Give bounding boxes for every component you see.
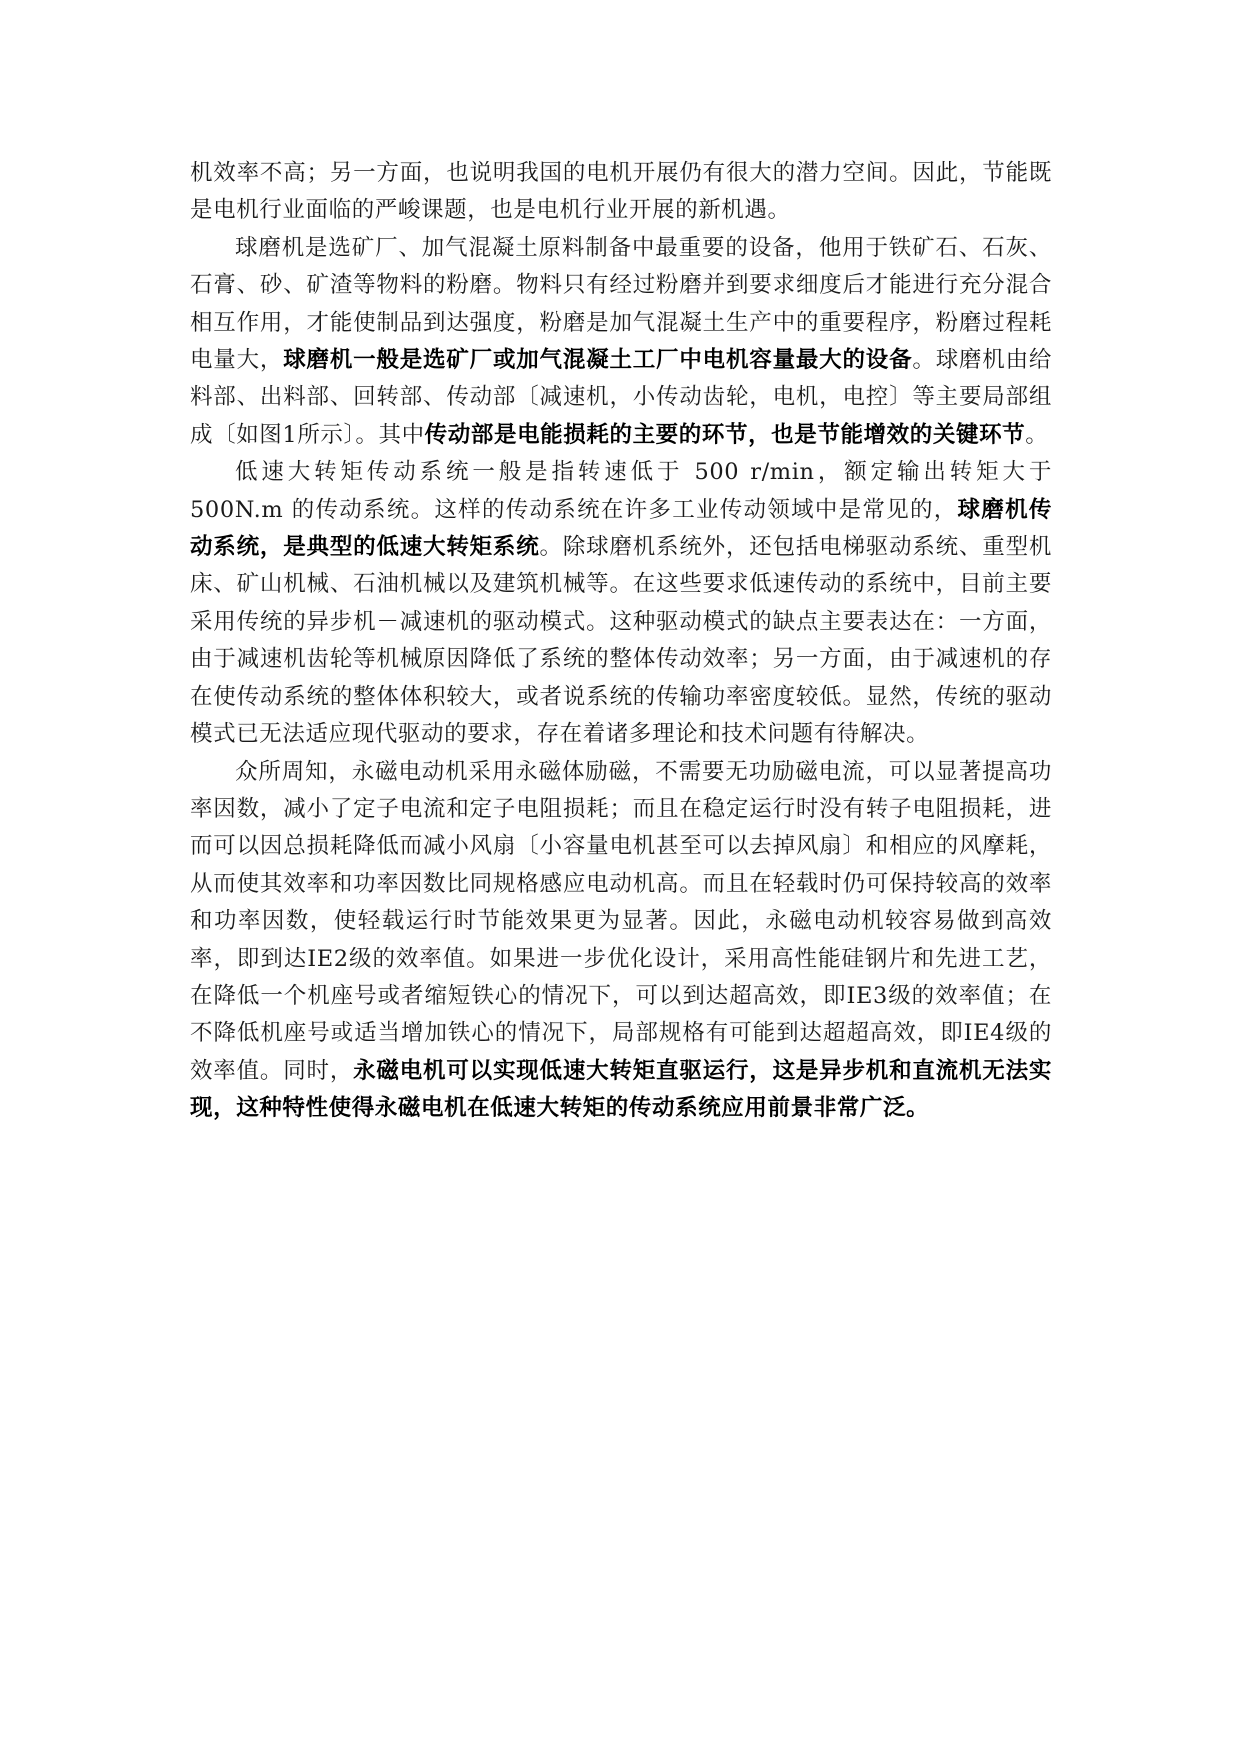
paragraph-2-text-a: 球磨机是选矿厂、加气混凝土原料制备中最重要的设备，他用于铁矿石、石灰、石膏、砂、矿渣等物料的粉磨。物料只有经过粉磨并到要求细度后才能进行充分混合相互作用，才能使制品到达强度，粉磨是加气混凝土生产中的重要程序，粉磨过程耗电量大，: [190, 234, 1052, 374]
paragraph-3-text-b: 。除球磨机系统外，还包括电梯驱动系统、重型机床、矿山机械、石油机械以及建筑机械等。在这些要求低速传动的系统中，目前主要采用传统的异步机－减速机的驱动模式。这种驱动模式的缺点主要表达在：一方面，由于减速机齿轮等机械原因降低了系统的整体传动效率；另一方面，由于减速机的存在使传动系统的整体体积较大，或者说系统的传输功率密度较低。显然，传统的驱动模式已无法适应现代驱动的要求，存在着诸多理论和技术问题有待解决。: [190, 534, 1052, 748]
paragraph-4: [190, 754, 1052, 1128]
paragraph-2-emphasis-a: 球磨机一般是选矿厂或加气混凝土工厂中电机容量最大的设备: [283, 347, 913, 374]
paragraph-1-text: 机效率不高；另一方面，也说明我国的电机开展仍有很大的潜力空间。因此，节能既是电机行业面临的严峻课题，也是电机行业开展的新机遇。: [190, 160, 1052, 224]
body-text: [190, 155, 1052, 1128]
paragraph-3-text-a: 低速大转矩传动系统一般是指转速低于 500 r/min，额定输出转矩大于 500N.m 的传动系统。这样的传动系统在许多工业传动领域中是常见的，: [190, 459, 1052, 523]
paragraph-3: [190, 454, 1052, 753]
paragraph-4-emphasis: 永磁电机可以实现低速大转矩直驱运行，这是异步机和直流机无法实现，这种特性使得永磁电机在低速大转矩的传动系统应用前景非常广泛。: [190, 1057, 1052, 1122]
paragraph-2: [190, 230, 1052, 454]
paragraph-3-emphasis: 球磨机传动系统，是典型的低速大转矩系统: [190, 496, 1052, 561]
paragraph-2-text-b: 。球磨机由给料部、出料部、回转部、传动部〔减速机，小传动齿轮，电机，电控〕等主要局部组成〔如图1所示〕。其中: [190, 347, 1053, 448]
paragraph-1: [190, 155, 1052, 230]
paragraph-4-text: 众所周知，永磁电动机采用永磁体励磁，不需要无功励磁电流，可以显著提高功率因数，减小了定子电流和定子电阻损耗；而且在稳定运行时没有转子电阻损耗，进而可以因总损耗降低而减小风扇〔小容量电机甚至可以去掉风扇〕和相应的风摩耗，从而使其效率和功率因数比同规格感应电动机高。而且在轻载时仍可保持较高的效率和功率因数，使轻载运行时节能效果更为显著。因此，永磁电动机较容易做到高效率，即到达IE2级的效率值。如果进一步优化设计，采用高性能硅钢片和先进工艺，在降低一个机座号或者缩短铁心的情况下，可以到达超高效，即IE3级的效率值；在不降低机座号或适当增加铁心的情况下，局部规格有可能到达超超高效，即IE4级的效率值。同时，: [190, 758, 1052, 1084]
paragraph-2-emphasis-b: 传动部是电能损耗的主要的环节，也是节能增效的关键环节: [424, 421, 1026, 448]
paragraph-2-text-c: 。: [1025, 421, 1049, 448]
